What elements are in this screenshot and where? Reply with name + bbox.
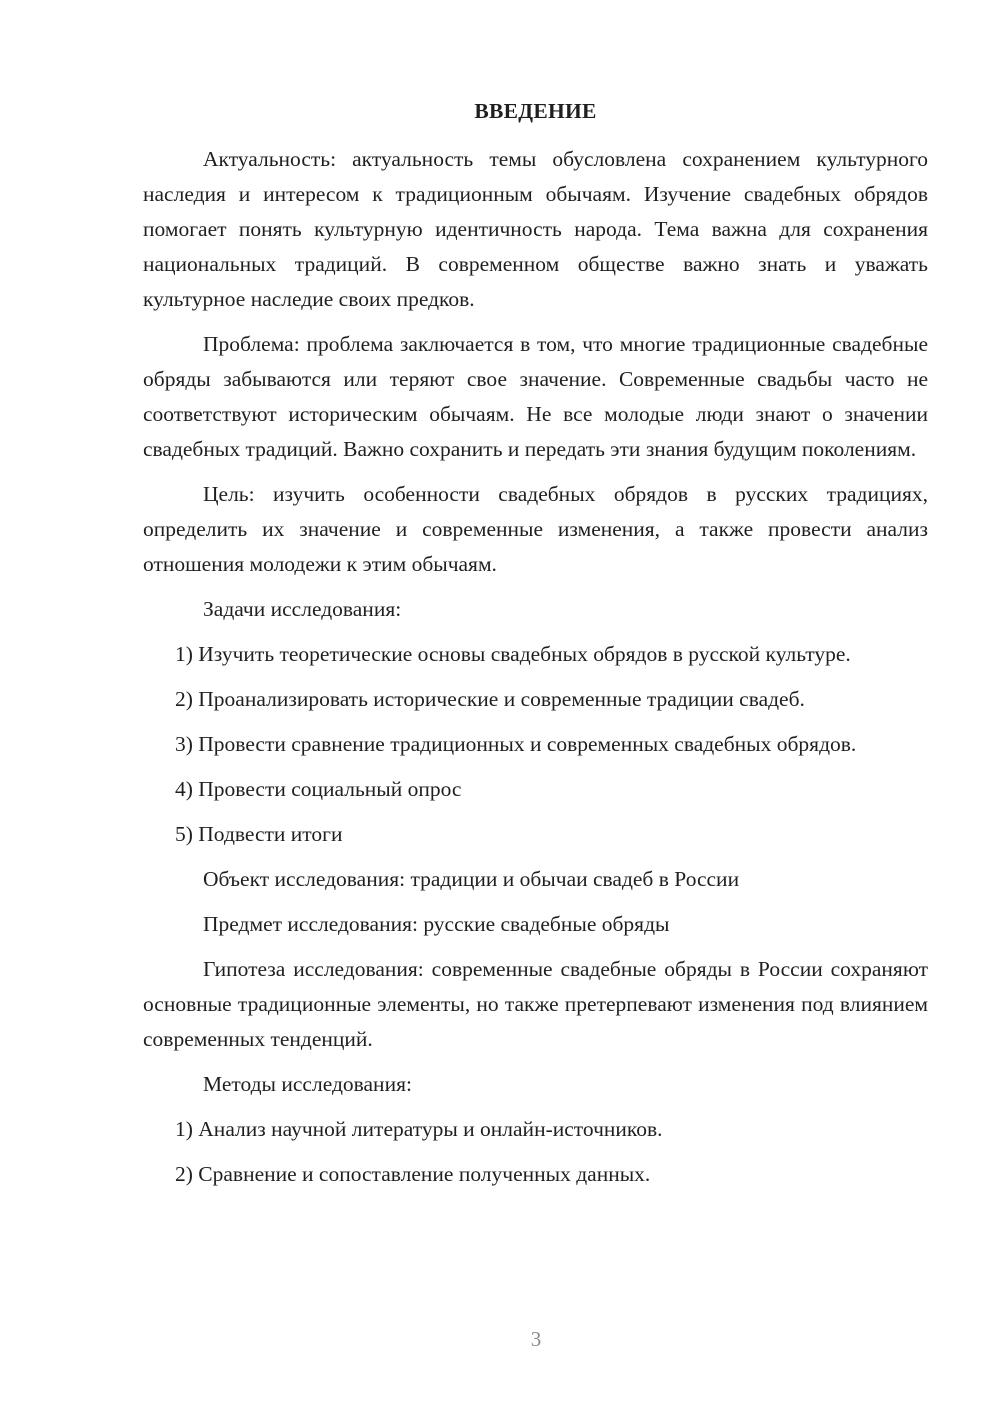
methods-heading: Методы исследования: xyxy=(203,1072,412,1096)
tasks-heading: Задачи исследования: xyxy=(203,597,402,621)
object-paragraph: Объект исследования: традиции и обычаи свадеб в России xyxy=(203,867,740,891)
subject-paragraph: Предмет исследования: русские свадебные обряды xyxy=(203,912,670,936)
relevance-paragraph: Актуальность: актуальность темы обусловлена сохранением культурного наследия и интересом к традиционным обычаям. Изучение свадебных обрядов помогает понять культурную идентичность народа. Тема важна для сохранения национальных традиций. В современном обществе важно знать и уважать культурное наследие своих предков. xyxy=(143,147,928,311)
method-item: 2) Сравнение и сопоставление полученных данных. xyxy=(175,1162,651,1186)
page-number: 3 xyxy=(530,1327,542,1351)
hypothesis-paragraph: Гипотеза исследования: современные свадебные обряды в России сохраняют основные традиционные элементы, но также претерпевают изменения под влиянием современных тенденций. xyxy=(143,957,928,1051)
section-title: ВВЕДЕНИЕ xyxy=(474,99,597,123)
task-item: 4) Провести социальный опрос xyxy=(175,777,462,801)
task-item: 5) Подвести итоги xyxy=(175,822,343,846)
task-item: 2) Проанализировать исторические и современные традиции свадеб. xyxy=(175,687,805,711)
method-item: 1) Анализ научной литературы и онлайн-источников. xyxy=(175,1117,663,1141)
problem-paragraph: Проблема: проблема заключается в том, что многие традиционные свадебные обряды забываются или теряют свое значение. Современные свадьбы часто не соответствуют историческим обычаям. Не все молодые люди знают о значении свадебных традиций. Важно сохранить и передать эти знания будущим поколениям. xyxy=(143,332,928,461)
task-item: 3) Провести сравнение традиционных и современных свадебных обрядов. xyxy=(175,732,857,756)
document-page xyxy=(143,94,928,1202)
task-item: 1) Изучить теоретические основы свадебных обрядов в русской культуре. xyxy=(175,642,851,666)
goal-paragraph: Цель: изучить особенности свадебных обрядов в русских традициях, определить их значение и современные изменения, а также провести анализ отношения молодежи к этим обычаям. xyxy=(143,482,928,576)
